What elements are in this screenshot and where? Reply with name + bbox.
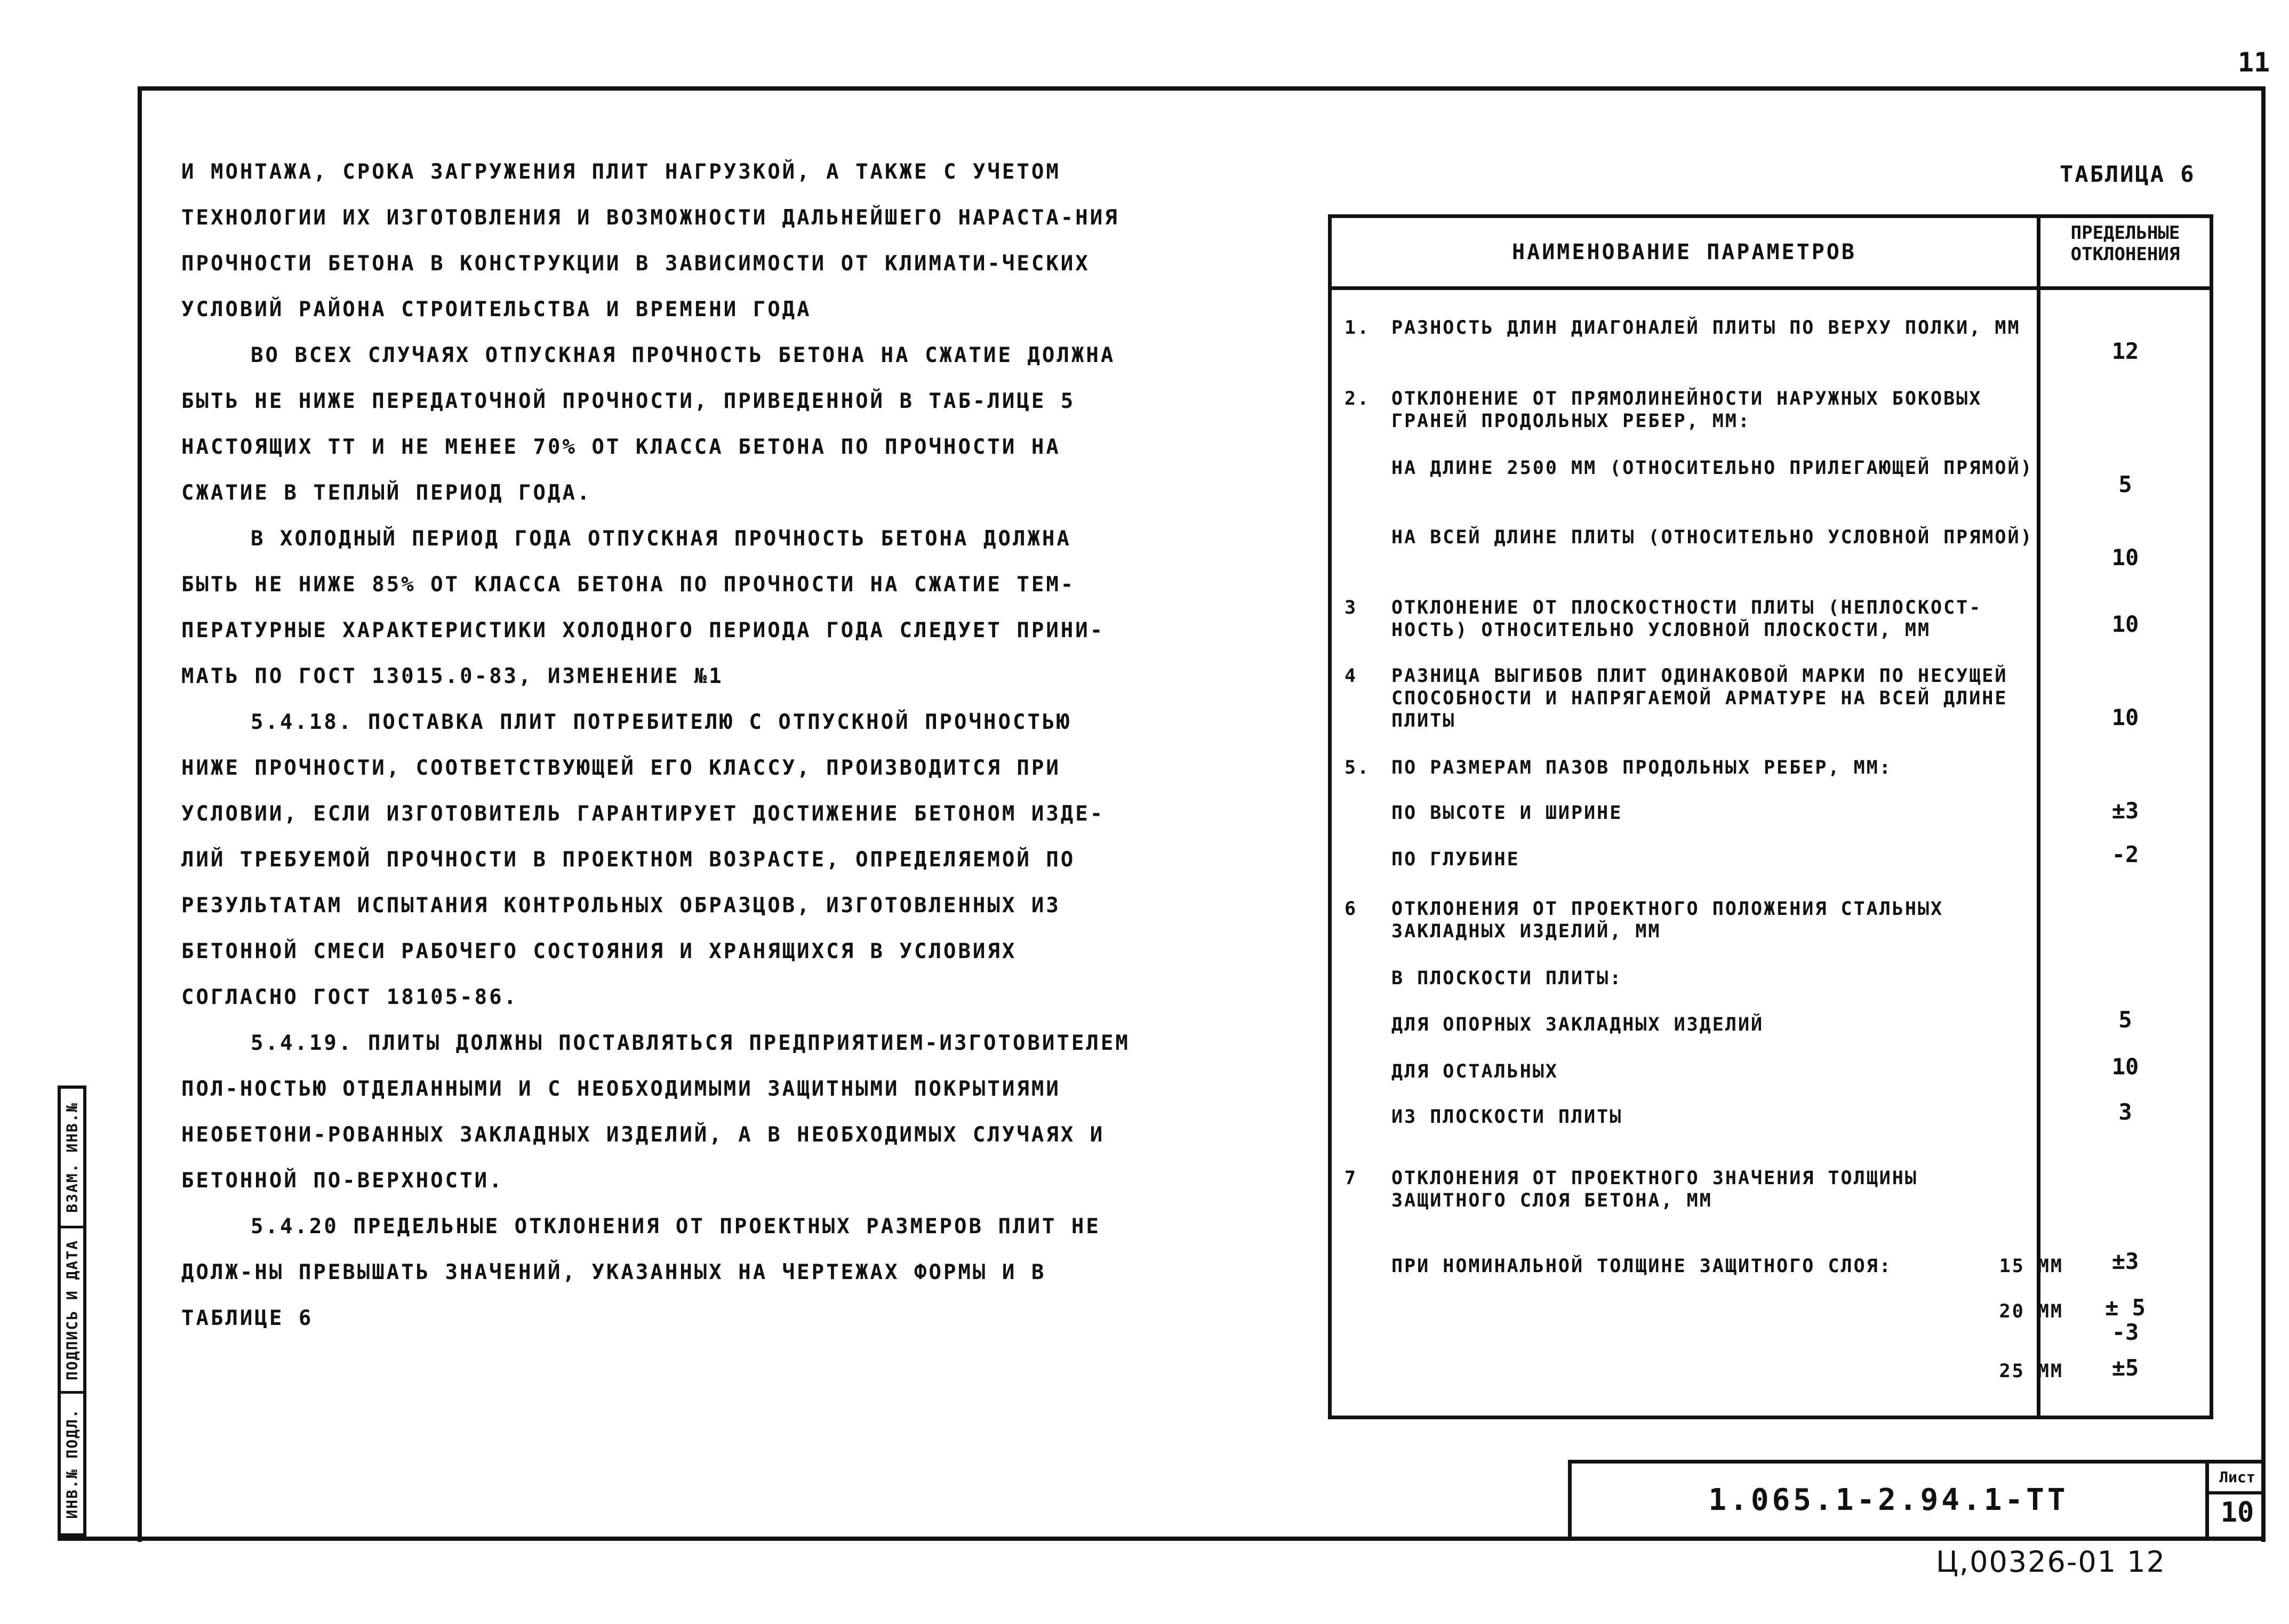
- paragraph: ВО ВСЕХ СЛУЧАЯХ ОТПУСКНАЯ ПРОЧНОСТЬ БЕТОНА НА СЖАТИЕ ДОЛЖНА БЫТЬ НЕ НИЖЕ ПЕРЕДАТОЧНОЙ ПРОЧНОСТИ, ПРИВЕДЕННОЙ В ТАБ-ЛИЦЕ 5 НАСТОЯЩИХ ТТ И НЕ МЕНЕЕ 70% ОТ КЛАССА БЕТОНА ПО ПРОЧНОСТИ НА СЖАТИЕ В ТЕПЛЫЙ ПЕРИОД ГОДА.: [181, 343, 1116, 505]
- bottom-frame-line: [58, 1537, 2266, 1541]
- row-text: РАЗНИЦА ВЫГИБОВ ПЛИТ ОДИНАКОВОЙ МАРКИ ПО НЕСУЩЕЙ СПОСОБНОСТИ И НАПРЯГАЕМОЙ АРМАТУРЕ НА ВСЕЙ ДЛИНЕ ПЛИТЫ: [1391, 665, 2008, 731]
- row-value: 10: [2111, 704, 2139, 730]
- header-deviations: ПРЕДЕЛЬНЫЕ ОТКЛОНЕНИЯ: [2070, 222, 2180, 265]
- row-number: 4: [1344, 665, 1358, 687]
- row-text: ОТКЛОНЕНИЯ ОТ ПРОЕКТНОГО ЗНАЧЕНИЯ ТОЛЩИНЫ ЗАЩИТНОГО СЛОЯ БЕТОНА, ММ: [1391, 1168, 1918, 1211]
- row-text: ОТКЛОНЕНИЕ ОТ ПРЯМОЛИНЕЙНОСТИ НАРУЖНЫХ БОКОВЫХ ГРАНЕЙ ПРОДОЛЬНЫХ РЕБЕР, ММ:: [1391, 388, 1982, 432]
- row-text: ПО РАЗМЕРАМ ПАЗОВ ПРОДОЛЬНЫХ РЕБЕР, ММ:: [1391, 757, 1892, 778]
- row-text: ПО ГЛУБИНЕ: [1391, 849, 1520, 870]
- row-text: НА ВСЕЙ ДЛИНЕ ПЛИТЫ (ОТНОСИТЕЛЬНО УСЛОВНОЙ ПРЯМОЙ): [1391, 527, 2034, 548]
- thickness-25: 25 ММ: [1999, 1361, 2063, 1382]
- row-value: 10: [2111, 611, 2139, 637]
- thickness-15: 15 ММ: [1999, 1256, 2063, 1277]
- row-text: ДЛЯ ОПОРНЫХ ЗАКЛАДНЫХ ИЗДЕЛИЙ: [1391, 1014, 1764, 1035]
- sheet-label: Лист: [2209, 1464, 2266, 1494]
- side-label: ПОДПИСЬ И ДАТА: [63, 1239, 81, 1380]
- table-header-divider: [1332, 286, 2210, 290]
- paragraph: 5.4.19. ПЛИТЫ ДОЛЖНЫ ПОСТАВЛЯТЬСЯ ПРЕДПРИЯТИЕМ-ИЗГОТОВИТЕЛЕМ ПОЛ-НОСТЬЮ ОТДЕЛАННЫМИ И С НЕОБХОДИМЫМИ ЗАЩИТНЫМИ ПОКРЫТИЯМИ НЕОБЕТОНИ-РОВАННЫХ ЗАКЛАДНЫХ ИЗДЕЛИЙ, А В НЕОБХОДИМЫХ СЛУЧАЯХ И БЕТОННОЙ ПО-ВЕРХНОСТИ.: [181, 1031, 1130, 1193]
- table-caption: ТАБЛИЦА 6: [2060, 161, 2196, 187]
- row-value: ± 5: [2105, 1295, 2146, 1321]
- body-text: [181, 149, 1141, 1341]
- page-mark: 11: [2238, 47, 2270, 78]
- row-number: 3: [1344, 597, 1358, 618]
- row-value: 3: [2118, 1099, 2132, 1125]
- header-parameters: НАИМЕНОВАНИЕ ПАРАМЕТРОВ: [1512, 240, 1856, 264]
- row-value-lower: -3: [2111, 1319, 2139, 1345]
- row-text: ПО ВЫСОТЕ И ШИРИНЕ: [1391, 802, 1623, 824]
- row-number: 1.: [1344, 317, 1371, 339]
- table-column-divider: [2037, 218, 2040, 1416]
- row-text: НА ДЛИНЕ 2500 ММ (ОТНОСИТЕЛЬНО ПРИЛЕГАЮЩЕЙ ПРЯМОЙ): [1391, 457, 2034, 479]
- side-label: ВЗАМ. ИНВ.№: [63, 1102, 81, 1213]
- row-text: ОТКЛОНЕНИЕ ОТ ПЛОСКОСТНОСТИ ПЛИТЫ (НЕПЛОСКОСТ-НОСТЬ) ОТНОСИТЕЛЬНО УСЛОВНОЙ ПЛОСКОСТИ, ММ: [1391, 597, 1982, 641]
- row-value: -2: [2111, 841, 2139, 867]
- side-stamp-strip: [58, 1086, 86, 1537]
- row-value: ±3: [2111, 798, 2139, 824]
- deviation-table: [1328, 214, 2213, 1419]
- paragraph: В ХОЛОДНЫЙ ПЕРИОД ГОДА ОТПУСКНАЯ ПРОЧНОСТЬ БЕТОНА ДОЛЖНА БЫТЬ НЕ НИЖЕ 85% ОТ КЛАССА БЕТОНА ПО ПРОЧНОСТИ НА СЖАТИЕ ТЕМ-ПЕРАТУРНЫЕ ХАРАКТЕРИСТИКИ ХОЛОДНОГО ПЕРИОДА ГОДА СЛЕДУЕТ ПРИНИ-МАТЬ ПО ГОСТ 13015.0-83, ИЗМЕНЕНИЕ №1: [181, 527, 1105, 688]
- sheet-number: 10: [2220, 1497, 2254, 1529]
- paragraph: И МОНТАЖА, СРОКА ЗАГРУЖЕНИЯ ПЛИТ НАГРУЗКОЙ, А ТАКЖЕ С УЧЕТОМ ТЕХНОЛОГИИ ИХ ИЗГОТОВЛЕНИЯ И ВОЗМОЖНОСТИ ДАЛЬНЕЙШЕГО НАРАСТА-НИЯ ПРОЧНОСТИ БЕТОНА В КОНСТРУКЦИИ В ЗАВИСИМОСТИ ОТ КЛИМАТИ-ЧЕСКИХ УСЛОВИЙ РАЙОНА СТРОИТЕЛЬСТВА И ВРЕМЕНИ ГОДА: [181, 160, 1119, 321]
- sheet-number-box: [2205, 1460, 2266, 1537]
- row-value: ±3: [2111, 1248, 2139, 1274]
- paragraph: 5.4.20 ПРЕДЕЛЬНЫЕ ОТКЛОНЕНИЯ ОТ ПРОЕКТНЫХ РАЗМЕРОВ ПЛИТ НЕ ДОЛЖ-НЫ ПРЕВЫШАТЬ ЗНАЧЕНИЙ, УКАЗАННЫХ НА ЧЕРТЕЖАХ ФОРМЫ И В ТАБЛИЦЕ 6: [181, 1215, 1101, 1330]
- row-value: 10: [2111, 544, 2139, 570]
- row-value: 5: [2118, 1007, 2132, 1033]
- row-number: 6: [1344, 898, 1358, 920]
- row-number: 2.: [1344, 388, 1371, 409]
- side-cell-inv: [61, 1394, 83, 1533]
- thickness-20: 20 ММ: [1999, 1301, 2063, 1322]
- row-value: 10: [2111, 1054, 2139, 1080]
- row-text: ОТКЛОНЕНИЯ ОТ ПРОЕКТНОГО ПОЛОЖЕНИЯ СТАЛЬНЫХ ЗАКЛАДНЫХ ИЗДЕЛИЙ, ММ: [1391, 898, 1944, 942]
- row-number: 7: [1344, 1168, 1358, 1189]
- side-cell-vzam: [61, 1089, 83, 1228]
- row-value: ±5: [2111, 1355, 2139, 1381]
- row-value: 5: [2118, 471, 2132, 497]
- title-block-designation: 1.065.1-2.94.1-ТТ: [1568, 1460, 2205, 1537]
- row-text: В ПЛОСКОСТИ ПЛИТЫ:: [1391, 968, 1623, 989]
- row-text: ДЛЯ ОСТАЛЬНЫХ: [1391, 1061, 1558, 1082]
- archive-number: Ц,00326-01 12: [1936, 1545, 2166, 1579]
- row-text: ПРИ НОМИНАЛЬНОЙ ТОЛЩИНЕ ЗАЩИТНОГО СЛОЯ:: [1391, 1256, 1892, 1277]
- side-cell-podpis: [61, 1228, 83, 1394]
- side-label: ИНВ.№ ПОДЛ.: [63, 1408, 81, 1519]
- paragraph: 5.4.18. ПОСТАВКА ПЛИТ ПОТРЕБИТЕЛЮ С ОТПУСКНОЙ ПРОЧНОСТЬЮ НИЖЕ ПРОЧНОСТИ, СООТВЕТСТВУЮЩЕЙ ЕГО КЛАССУ, ПРОИЗВОДИТСЯ ПРИ УСЛОВИИ, ЕСЛИ ИЗГОТОВИТЕЛЬ ГАРАНТИРУЕТ ДОСТИЖЕНИЕ БЕТОНОМ ИЗДЕ-ЛИЙ ТРЕБУЕМОЙ ПРОЧНОСТИ В ПРОЕКТНОМ ВОЗРАСТЕ, ОПРЕДЕЛЯЕМОЙ ПО РЕЗУЛЬТАТАМ ИСПЫТАНИЯ КОНТРОЛЬНЫХ ОБРАЗЦОВ, ИЗГОТОВЛЕННЫХ ИЗ БЕТОННОЙ СМЕСИ РАБОЧЕГО СОСТОЯНИЯ И ХРАНЯЩИХСЯ В УСЛОВИЯХ СОГЛАСНО ГОСТ 18105-86.: [181, 710, 1105, 1009]
- row-number: 5.: [1344, 757, 1371, 778]
- row-text: ИЗ ПЛОСКОСТИ ПЛИТЫ: [1391, 1106, 1623, 1128]
- row-value: 12: [2111, 338, 2139, 364]
- row-text: РАЗНОСТЬ ДЛИН ДИАГОНАЛЕЙ ПЛИТЫ ПО ВЕРХУ ПОЛКИ, ММ: [1391, 317, 2021, 339]
